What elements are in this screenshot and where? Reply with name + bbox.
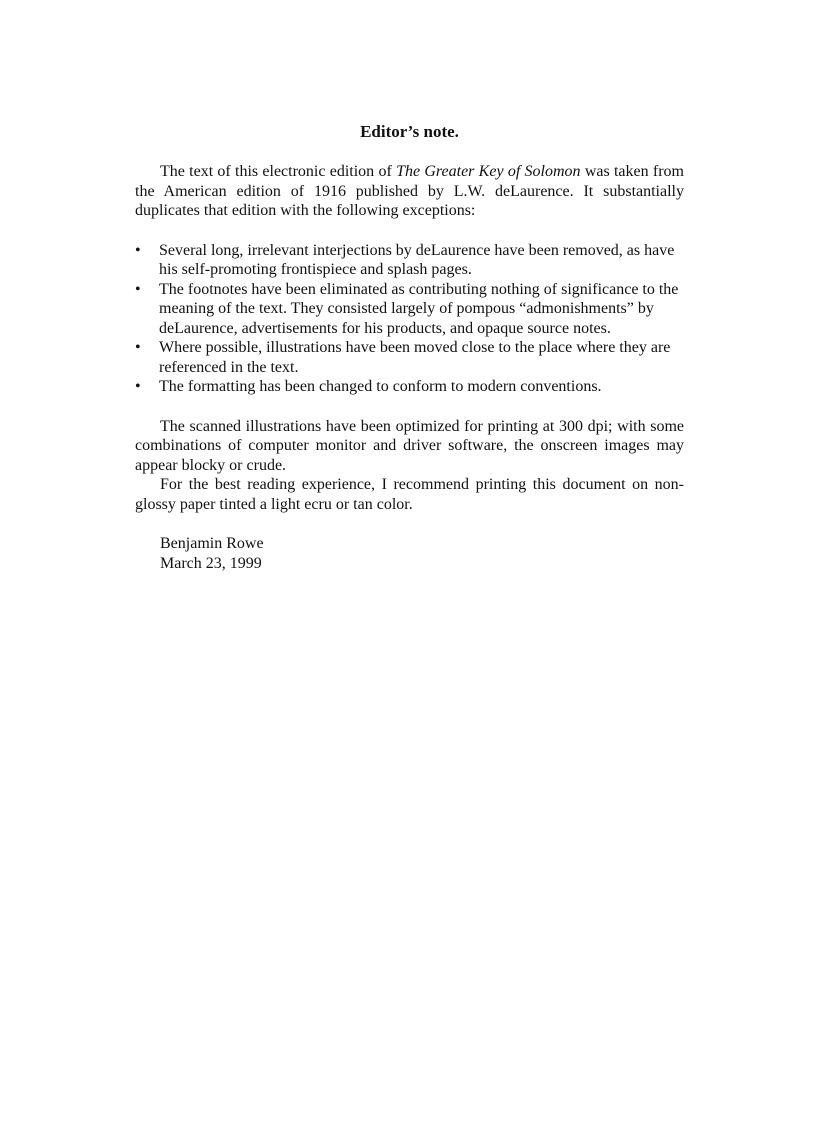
bullet-icon: • — [135, 280, 141, 298]
bullet-icon: • — [135, 241, 141, 259]
list-item — [135, 338, 684, 377]
book-title: The Greater Key of Solomon — [396, 163, 581, 180]
editors-note — [135, 122, 684, 573]
bullet-icon: • — [135, 378, 141, 395]
list-item-text: The footnotes have been eliminated as contributing nothing of significance to the meaning of the text. They consisted largely of pompous “admonishments” by deLaurence, advertisements for his products, and opaque source notes. — [159, 280, 679, 337]
page-title: Editor’s note. — [360, 122, 459, 141]
intro-paragraph — [135, 162, 684, 221]
list-item — [135, 280, 684, 339]
intro-text-start: The text of this electronic edition of — [160, 163, 397, 180]
list-item — [135, 241, 684, 280]
illustrations-paragraph: The scanned illustrations have been optimized for printing at 300 dpi; with some combinations of computer monitor and driver software, the onscreen images may appear blocky or crude. — [135, 417, 684, 474]
list-item-text: Where possible, illustrations have been moved close to the place where they are referenced in the text. — [159, 339, 671, 376]
list-item — [135, 377, 684, 397]
list-item-text: Several long, irrelevant interjections by deLaurence have been removed, as have his self-promoting frontispiece and splash pages. — [159, 241, 675, 278]
exceptions-list — [135, 241, 684, 397]
signature-block — [135, 534, 684, 573]
printing-paragraph: For the best reading experience, I recommend printing this document on non-glossy paper tinted a light ecru or tan color. — [135, 476, 684, 513]
list-item-text: The formatting has been changed to conform to modern conventions. — [159, 378, 602, 395]
bullet-icon: • — [135, 339, 141, 356]
signature-date: March 23, 1999 — [160, 554, 262, 572]
intro-text-end: was taken from the American edition of 1916 published by L.W. deLaurence. It substantially duplicates that edition with the following exceptions: — [135, 163, 684, 219]
author-name: Benjamin Rowe — [160, 535, 264, 552]
